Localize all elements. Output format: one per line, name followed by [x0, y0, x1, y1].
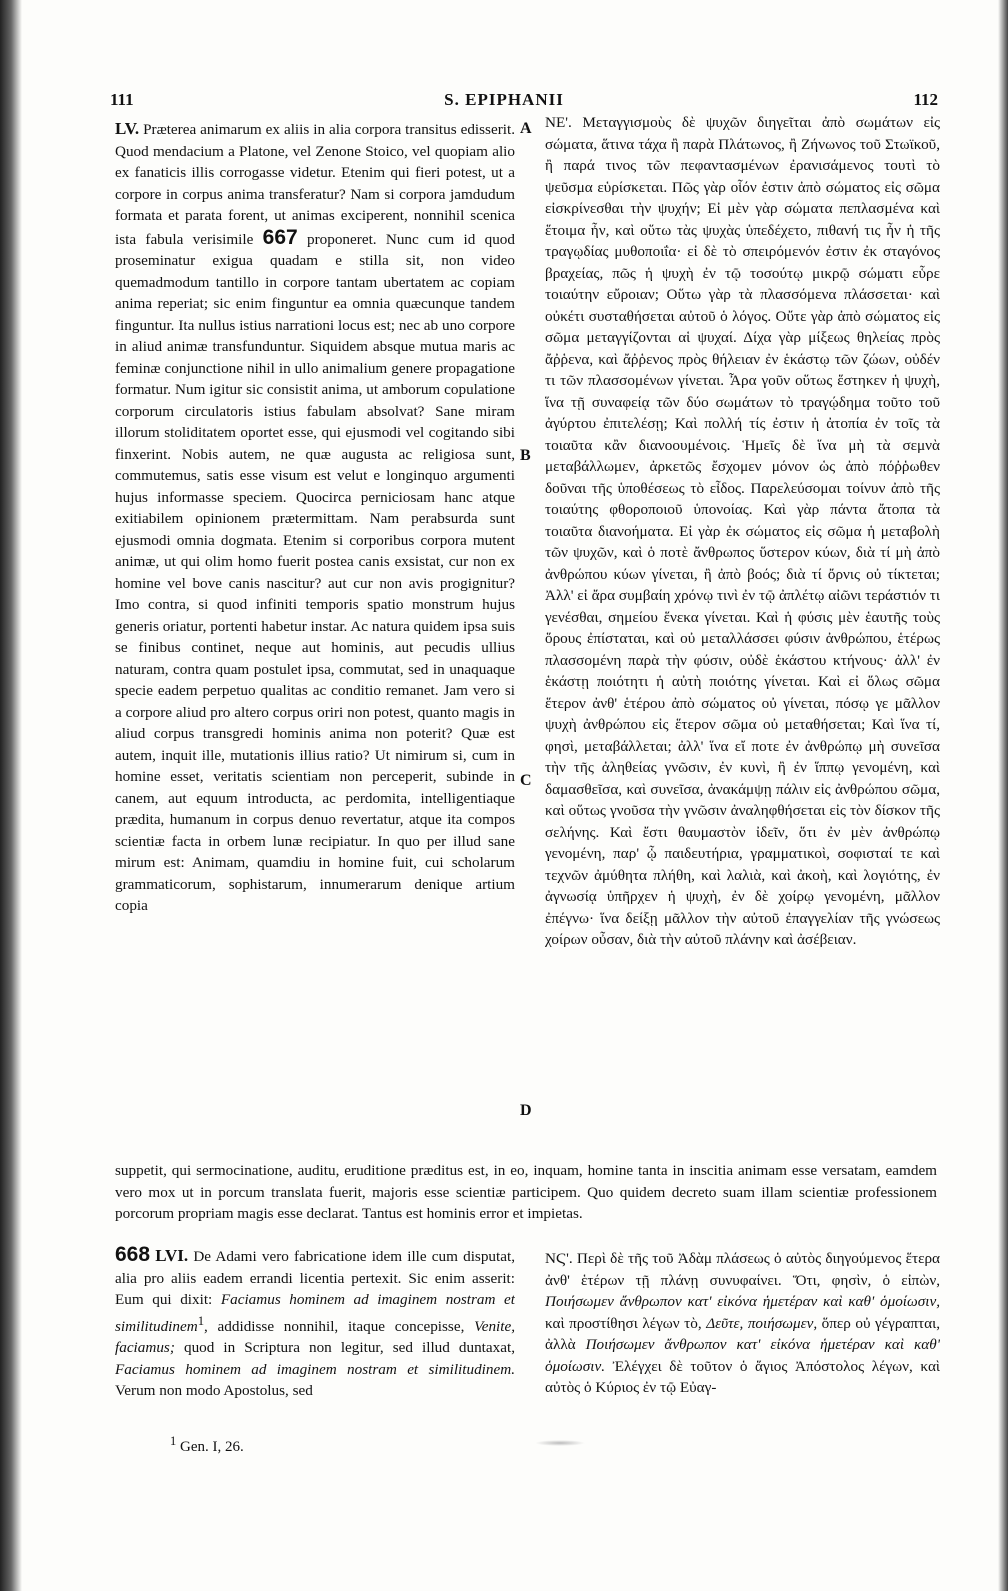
latin-column-section-56	[115, 1244, 515, 1414]
footnote-text: Gen. I, 26.	[180, 1439, 244, 1455]
latin-paragraph	[115, 118, 515, 917]
running-title: S. EPIPHANII	[444, 90, 564, 109]
latin-column-section-55	[115, 118, 515, 1168]
greek-text: Ἐλέγχει δὲ τοῦτον ὁ ἅγιος Ἀπόστολος λέγων, καὶ αὐτὸς ὁ Κύριος ἐν τῷ Εὐαγ-	[545, 1357, 940, 1396]
greek-paragraph	[545, 112, 940, 951]
latin-text: Præterea animarum ex aliis in alia corpora transitus edisserit. Quod mendacium a Platone, vel Zenone Stoico, vel quopiam alio ex fanaticis illis corrogasse videtur. Etenim qui fieri potest, ut a corpore in corpus anima transferatur? Nam si corpora jamdudum formata et parata forent, ut animas exciperent, nonnihil scenica ista fabula verisimile	[115, 121, 515, 248]
greek-text: καὶ προστίθησι λέγων τὸ,	[545, 1314, 702, 1332]
column-number: 667	[262, 225, 298, 249]
print-smudge	[535, 1440, 585, 1446]
footnote-marker: 1	[170, 1434, 177, 1448]
greek-text: Περὶ δὲ τῆς τοῦ Ἀδὰμ πλάσεως ὁ αὐτὸς διηγούμενος ἕτερα ἀνθ' ἑτέρων τῇ πλάνῃ συνυφαίνει. Ὅτι, φησὶν, ὁ εἰπὼν,	[545, 1250, 940, 1289]
scripture-quote: Venite, faciamus;	[115, 1317, 515, 1357]
section-number: LVI.	[155, 1246, 189, 1265]
scripture-quote: Faciamus hominem ad imaginem nostram et similitudinem.	[115, 1360, 515, 1378]
greek-column-section-55	[545, 112, 940, 1162]
greek-text: Μεταγγισμοὺς δὲ ψυχῶν διηγεῖται ἀπὸ σωμάτων εἰς σώματα, ἅτινα τάχα ἢ παρὰ Πλάτωνος, ἢ Ζήνωνος τοῦ Στωϊκοῦ, ἢ παρά τινος τῶν πεφαντασμένων ἐρανισάμενος τουτὶ τὸ ψεῦσμα εὑρίσκεται. Πῶς γὰρ οἷόν ἐστιν ἀπὸ σώματος εἰς σῶμα εἰσκρίνεσθαι τὴν ψυχήν; Εἰ μὲν γὰρ σώματα πεπλασμένα καὶ ἕτοιμα ἦν, καὶ οὕτω τὰς ψυχὰς ὑπεδέχετο, πιθανή τις ἦν ἡ τῆς τραγῳδίας μυθοποιΐα· εἰ δὲ τὸ σπειρόμενόν ἐστιν ἐκ σταγόνος βραχείας, πῶς ἡ ψυχὴ ἐν τῷ τοσούτῳ μικρῷ σώματι εὗρε τοιαύτην εὔροιαν; Οὕτω γὰρ τὰ πλασσόμενα πλάσσεται· καὶ οὐκέτι συσταθήσεται αὐτοῦ ὁ λόγος. Οὔτε γὰρ ἀπὸ σώματος εἰς σῶμα μεταγγίζονται αἱ ψυχαί. Δίχα γὰρ μίξεως θηλείας πρὸς ἄῤῥενα, καὶ ἄῤῥενος πρὸς θήλειαν ἐν ἑκάστῳ τῶν ζώων, οὐδέν τι τῶν πλασσομένων γίνεται. Ἆρα γοῦν οὕτως ἕστηκεν ἡ ψυχὴ, ἵνα τῇ συναφείᾳ τῶν δύο σωμάτων τὸ τραγῴδημα τοῦτο τοῦ ἀγύρτου ἐπιτελέσῃ; Καὶ πολλή τίς ἐστιν ἡ ἀτοπία ἐν τοῖς τὰ τοιαῦτα κἂν διανοουμένοις. Ἡμεῖς δὲ ἵνα μὴ τὰ σεμνὰ μεταβάλλωμεν, ἀρκετῶς ἔσχομεν μόνον ὡς ἀπὸ πόῤῥωθεν δοῦναι τῆς ὑποθέσεως τὸ εἶδος. Παρελεύσομαι τοίνυν ἀπὸ τῆς τοιαύτης φθοροποιοῦ ὑπονοίας. Καὶ γὰρ πάντα ἄτοπα τὰ τοιαῦτα διανοήματα. Εἰ γὰρ ἐκ σώματος εἰς σῶμα ἡ μεταβολὴ τῶν ψυχῶν, καὶ ὁ ποτὲ ἄνθρωπος ὕστερον κύων, διὰ τί μὴ ἀπὸ ἀνθρώπου κύων γίνεται, ἢ ἀπὸ βοός; διὰ τί ὄρνις οὐ τίκτεται; Ἀλλ' εἰ ἄρα συμβαίη χρόνῳ τινὶ ἐν τῷ ἀπλέτῳ αἰῶνι τεράστιόν τι γενέσθαι, σημείου ἕνεκα γίνεται. Καὶ ἡ φύσις μὲν ἑαυτῆς τοὺς ὅρους ἐπίσταται, καὶ οὐ μεταλλάσσει φύσιν ἀνθρώπου, ἑτέρως πλασσομένη παρὰ τὴν φύσιν, οὐδὲ ἑκάστου κτήνους· ἀλλ' ἐν ἑκάστῃ ποιότητι ἡ αὐτὴ ποιότης γίνεται. Καὶ εἰ ὅλως σῶμα ἕτερον ἀνθ' ἑτέρου ἀπὸ σώματος οὐ γίνεται, πόσῳ γε μᾶλλον ψυχὴ ἀνθρώπου εἰς ἕτερον σῶμα οὐ μεταθήσεται; Καὶ ἵνα τί, φησὶ, μεταβάλλεται; ἀλλ' ἵνα εἴ ποτε ἐν ἀνθρώπῳ μὴ συνεῖσα τὴν τῆς ἀληθείας γνῶσιν, ἐν κυνὶ, ἢ ἐν ἵππῳ γενομένη, καὶ δαμασθεῖσα, καὶ συνεῖσα, ἀνακάμψῃ πάλιν εἰς ἀνθρώπου σῶμα, καὶ οὕτως γνοῦσα τὴν γνῶσιν ἀναληφθήσεται εἰς τὸν δίσκον τῆς σελήνης. Καὶ ἔστι θαυμαστὸν ἰδεῖν, ὅτι ἐν μὲν ἀνθρώπῳ γενομένη, παρ' ᾧ παιδευτήρια, γραμματικοὶ, σοφισταί τε καὶ τεχνῶν ἀμύθητα πλήθη, καὶ λαλιὰ, καὶ ἀκοὴ, καὶ λογιότης, ἐν ἀγνωσίᾳ ὑπῆρχεν ἡ ψυχὴ, ἐν δὲ χοίρῳ γενομένη, μᾶλλον ἐπέγνω· ἵνα δείξῃ μᾶλλον τὴν αὐτοῦ ἐπαγγελίαν τῆς γνώσεως χοίρων οὖσαν, διὰ τὴν αὐτοῦ πλάνην καὶ ἀσέβειαν.	[545, 114, 940, 948]
column-number: 668	[115, 1244, 151, 1266]
scripture-quote: Ποιήσωμεν ἄνθρωπον κατ' εἰκόνα ἡμετέραν καὶ καθ' ὁμοίωσιν,	[545, 1293, 940, 1310]
margin-letter-d: D	[520, 1102, 532, 1119]
footnote	[170, 1434, 244, 1456]
section-number: ΝΕ'.	[545, 114, 572, 131]
scripture-quote: Faciamus hominem ad imaginem nostram et similitudinem	[115, 1291, 515, 1335]
margin-letter-a: A	[520, 120, 532, 137]
latin-text: Verum non modo Apostolus, sed	[115, 1382, 313, 1400]
page-number-left: 111	[110, 90, 134, 109]
greek-text: ὅπερ οὐ γέγραπται, ἀλλὰ	[545, 1314, 940, 1353]
page-edge-shadow	[998, 0, 1008, 1591]
page-gutter-shadow	[0, 0, 22, 1591]
scripture-quote: Δεῦτε, ποιήσωμεν,	[706, 1314, 818, 1332]
margin-letter-b: B	[520, 447, 531, 464]
greek-column-section-56	[545, 1248, 940, 1418]
latin-full-width-continuation: suppetit, qui sermocinatione, auditu, eruditione præditus est, in eo, inquam, homine tanta in inscitia animam esse versatam, eamdem vero mox ut in porcum translata fuerit, majoris esse scientiæ participem. Quo quidem decreto suam illam scientiæ professionem porcorum propriam magis esse declarat. Tantus est hominis error et impietas.	[115, 1162, 937, 1222]
latin-text: quod in Scriptura non legitur, sed illud duntaxat,	[183, 1339, 515, 1357]
page-number-right: 112	[913, 90, 938, 109]
footnote-ref[interactable]: 1	[197, 1313, 205, 1328]
latin-text: De Adami vero fabricatione idem ille cum disputat, alia pro aliis eadem errandi licentia pertexit. Sic enim asserit: Eum qui dixit:	[115, 1248, 515, 1308]
margin-letter-c: C	[520, 772, 532, 789]
section-number: LV.	[115, 119, 140, 138]
latin-text: , addidisse nonnihil, itaque concepisse,	[204, 1317, 465, 1335]
scripture-quote: Ποιήσωμεν ἄνθρωπον κατ' εἰκόνα ἡμετέραν καὶ καθ' ὁμοίωσιν.	[545, 1336, 940, 1375]
section-number: ΝϚ'.	[545, 1250, 573, 1267]
latin-text: proponeret. Nunc cum id quod proseminatur exigua quadam e stilla sit, non video quemadmodum tantillo in corpore tantam ubertatem ac copiam anima reperiat; sic enim finguntur ea omnia quæcunque tandem finguntur. Ita nullus istius narrationi locus est; nec ab uno corpore in aliud animæ transfunduntur. Siquidem absque mutua maris ac feminæ conjunctione nihil in ullo animalium genere propagatione formatur. Num igitur sic consistit anima, ut amborum copulatione corporum circulatoris istius fabulam absolvat? Sane miram illorum stoliditatem oportet esse, qui ejusmodi vel cogitando sibi finxerint. Nobis autem, ne quæ augusta ac religiosa sunt, commutemus, satis esse visum est velut e longinquo argumenti hujus informasse speciem. Quocirca perniciosam hanc atque exitiabilem opinionem prætermittam. Nam perabsurda sunt ejusmodi omnia dogmata. Etenim si corporibus corpora mutent animæ, ut qui olim homo fuerit postea canis exsistat, cur non ex homine vel bove canis nascitur? aut cur non avis progignitur? Imo contra, si quod infiniti temporis spatio monstrum hujus generis oriatur, portenti habetur instar. Ac natura quidem ipsa suis se finibus continet, neque aut hominis, aut pecudis ullius naturam, contra quam postulet ipsa, commutat, sed in unaquaque specie eadem perpetuo qualitas ac conditio remanet. Jam vero si a corpore aliud pro altero corpus oriri non potest, quanto magis in aliud corpus transgredi hominis anima non poterit? Quæ est autem, inquit ille, mutationis illius ratio? Ut nimirum si, cum in homine esset, veritatis scientiam non perceperit, subinde in canem, aut equum introducta, ac perdomita, intelligentiaque prædita, humanum in corpus denuo revertatur, atque ita compos scientiæ facta in orbem lunæ recipiatur. In quo per illud sane mirum est: Animam, quamdiu in homine fuit, cui scholarum grammaticorum, sophistarum, innumerarum denique artium copia	[115, 230, 515, 914]
